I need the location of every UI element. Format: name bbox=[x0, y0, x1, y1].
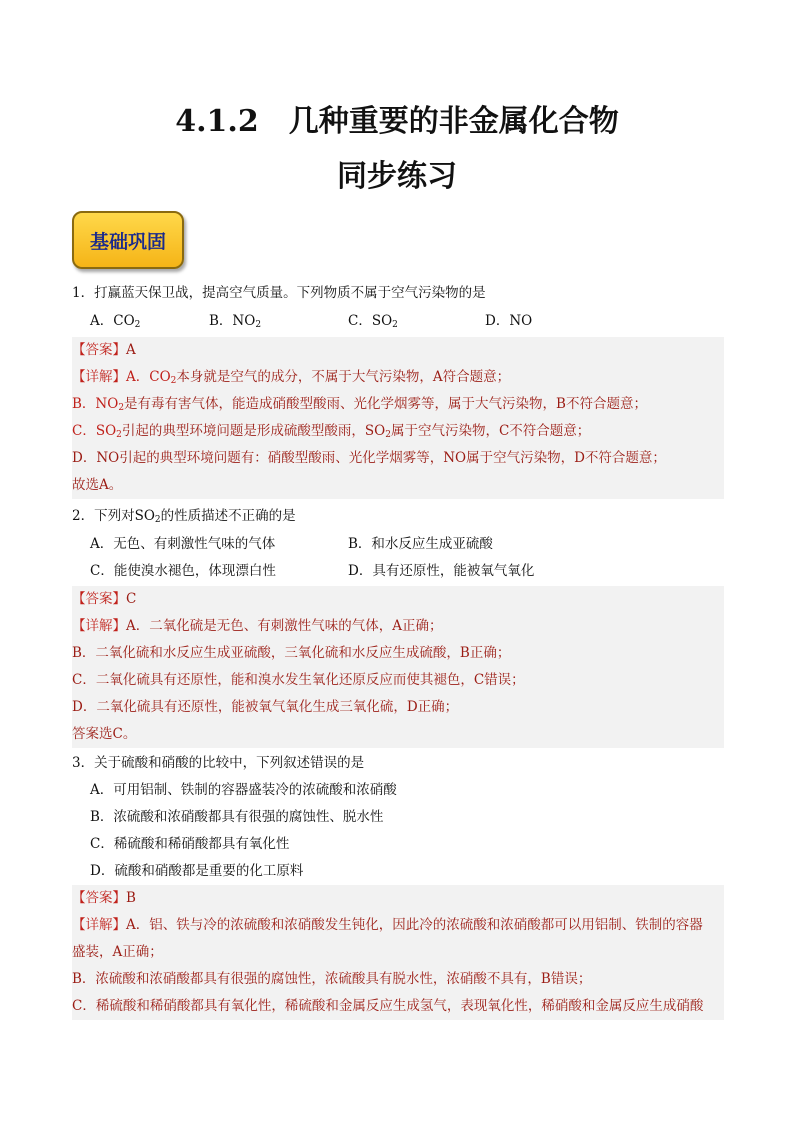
q3-detail-a: 【详解】A．铝、铁与冷的浓硫酸和浓硝酸发生钝化，因此冷的浓硫酸和浓硝酸都可以用铝制、铁制的容器 bbox=[72, 912, 724, 939]
q2-options-row1 bbox=[72, 531, 724, 558]
q3-detail-b: B．浓硫酸和浓硝酸都具有很强的腐蚀性，浓硫酸具有脱水性，浓硝酸不具有，B错误； bbox=[72, 966, 724, 993]
page-subtitle: 同步练习 bbox=[337, 159, 457, 194]
q1-option-a: A．$CO_2$ bbox=[90, 313, 141, 330]
q1-detail-d: D．NO引起的典型环境问题有：硝酸型酸雨、光化学烟雾等，NO属于空气污染物，D不符合题意； bbox=[72, 445, 724, 472]
q1-answer: 【答案】A bbox=[72, 337, 724, 364]
q3-detail-c: C．稀硫酸和稀硝酸都具有氧化性，稀硫酸和金属反应生成氢气，表现氧化性，稀硝酸和金属反应生成硝酸 bbox=[72, 993, 724, 1020]
q3-detail-a-cont: 盛装，A正确； bbox=[72, 939, 724, 966]
q3-answer: 【答案】B bbox=[72, 885, 724, 912]
q3-option-c: C．稀硫酸和稀硝酸都具有氧化性 bbox=[90, 836, 290, 852]
section-badge-label: 基础巩固 bbox=[89, 230, 166, 253]
q2-options-row2 bbox=[72, 558, 724, 585]
q2-option-b: B．和水反应生成亚硫酸 bbox=[348, 536, 493, 552]
q2-detail-d: D．二氧化硫具有还原性，能被氧气氧化生成三氧化硫，D正确； bbox=[72, 694, 724, 721]
page-title: 4.1.2 几种重要的非金属化合物 bbox=[175, 104, 619, 139]
q1-options bbox=[72, 308, 724, 335]
q2-detail-b: B．二氧化硫和水反应生成亚硫酸，三氧化硫和水反应生成硫酸，B正确； bbox=[72, 640, 724, 667]
q1-option-c: C．$SO_2$ bbox=[348, 313, 398, 330]
q3-option-b: B．浓硫酸和浓硝酸都具有很强的腐蚀性、脱水性 bbox=[90, 809, 384, 825]
q1-detail-c: C．$SO_2$引起的典型环境问题是形成硫酸型酸雨，$SO_2$属于空气污染物，C不符合题意； bbox=[72, 418, 724, 445]
section-badge bbox=[72, 211, 184, 269]
q2-stem: 2．下列对$SO_2$的性质描述不正确的是 bbox=[72, 508, 296, 525]
q2-option-c: C．能使溴水褪色，体现漂白性 bbox=[90, 563, 276, 579]
q2-option-a: A．无色、有刺激性气味的气体 bbox=[90, 536, 276, 552]
q2-answer: 【答案】C bbox=[72, 586, 724, 613]
q1-option-b: B．$NO_2$ bbox=[209, 313, 262, 330]
q2-detail-a: 【详解】A．二氧化硫是无色、有刺激性气味的气体，A正确； bbox=[72, 613, 724, 640]
q2-option-d: D．具有还原性，能被氧气氧化 bbox=[348, 563, 535, 579]
q2-conclusion: 答案选C。 bbox=[72, 721, 724, 748]
q1-conclusion: 故选A。 bbox=[72, 472, 724, 499]
q1-option-d: D．NO bbox=[485, 313, 533, 329]
q3-option-d: D．硫酸和硝酸都是重要的化工原料 bbox=[90, 863, 304, 879]
q3-option-a: A．可用铝制、铁制的容器盛装冷的浓硫酸和浓硝酸 bbox=[90, 782, 397, 798]
q1-detail-a: 【详解】A．$CO_2$本身就是空气的成分，不属于大气污染物，A符合题意； bbox=[72, 364, 724, 391]
q1-detail-b: B．$NO_2$是有毒有害气体，能造成硝酸型酸雨、光化学烟雾等，属于大气污染物，B不符合题意； bbox=[72, 391, 724, 418]
q1-stem: 1．打赢蓝天保卫战，提高空气质量。下列物质不属于空气污染物的是 bbox=[72, 285, 486, 301]
q2-detail-c: C．二氧化硫具有还原性，能和溴水发生氧化还原反应而使其褪色，C错误； bbox=[72, 667, 724, 694]
q3-stem: 3．关于硫酸和硝酸的比较中，下列叙述错误的是 bbox=[72, 755, 365, 771]
